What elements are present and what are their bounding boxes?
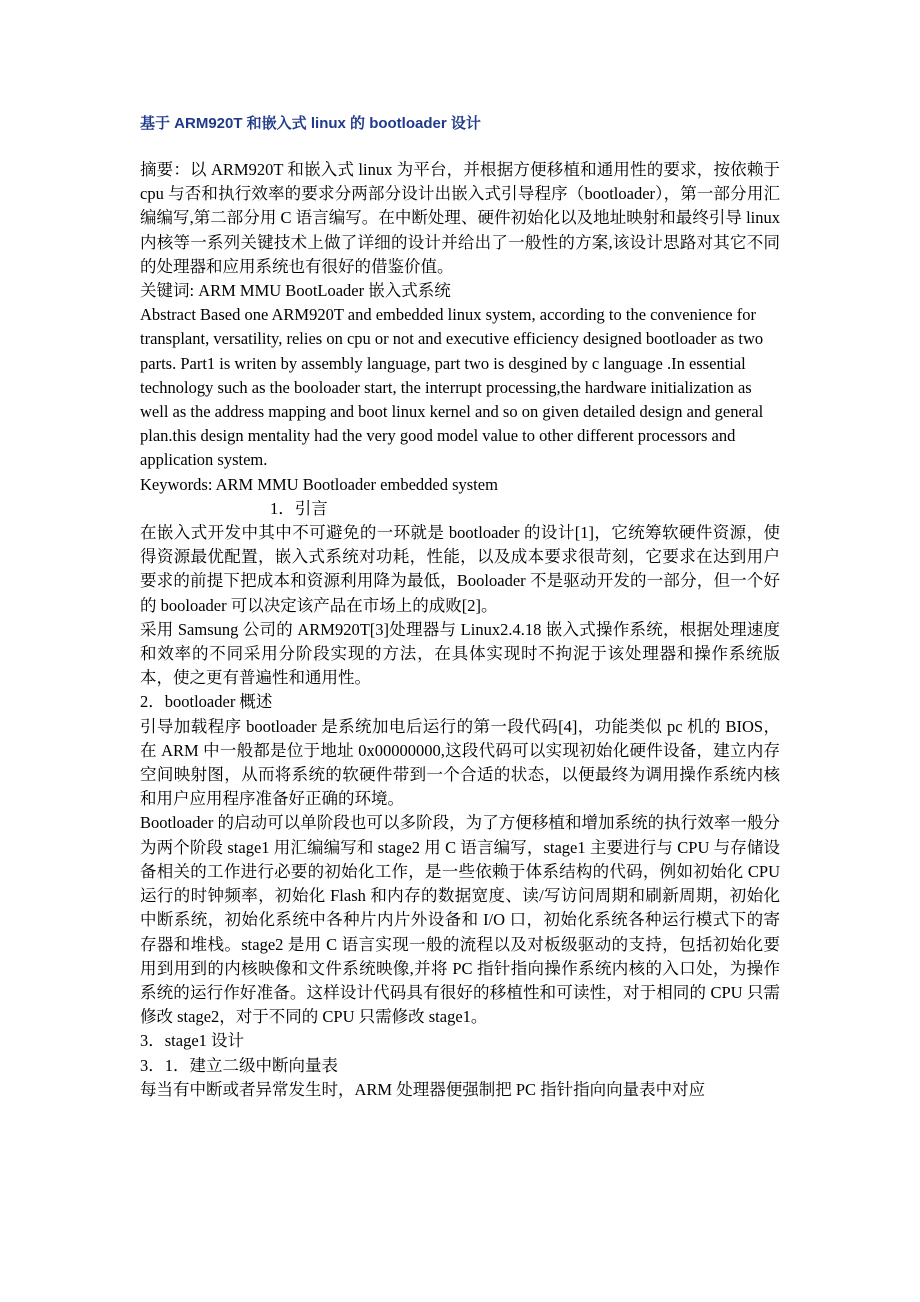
section-3-heading: 3．stage1 设计 bbox=[140, 1031, 245, 1051]
keywords-en: Keywords: ARM MMU Bootloader embedded system bbox=[140, 474, 498, 494]
document-title: 基于 ARM920T 和嵌入式 linux 的 bootloader 设计 bbox=[140, 115, 481, 132]
abstract-en: Abstract Based one ARM920T and embedded linux system, according to the convenience for transplant, versatility, relies on cpu or not and executive efficiency designed bootloader as two parts. Part1 is writen by assembly language, part two is desgined by c language .In essential technology such as the booloader start, the interrupt processing,the hardware initialization as well as the address mapping and boot linux kernel and so on given detailed design and general plan.this design mentality had the very good model value to other different processors and application system. bbox=[140, 305, 764, 470]
section-1-heading: 1．引言 bbox=[270, 498, 328, 518]
section-2-paragraph-1: 引导加载程序 bootloader 是系统加电后运行的第一段代码[4]，功能类似 pc 机的 BIOS，在 ARM 中一般都是位于地址 0x00000000,这段代码可以实现初始化硬件设备，建立内存空间映射图，从而将系统的软硬件带到一个合适的状态，以便最终为调用操作系统内核和用户应用程序准备好正确的环境。 bbox=[140, 716, 780, 809]
section-1-paragraph-2: 采用 Samsung 公司的 ARM920T[3]处理器与 Linux2.4.18 嵌入式操作系统，根据处理速度和效率的不同采用分阶段实现的方法，在具体实现时不拘泥于该处理器和操作系统版本，使之更有普遍性和通用性。 bbox=[140, 619, 780, 688]
section-1-paragraph-1: 在嵌入式开发中其中不可避免的一环就是 bootloader 的设计[1]，它统筹软硬件资源，使得资源最优配置，嵌入式系统对功耗，性能，以及成本要求很苛刻，它要求在达到用户要求的前提下把成本和资源利用降为最低，Booloader 不是驱动开发的一部分，但一个好的 booloader 可以决定该产品在市场上的成败[2]。 bbox=[140, 523, 780, 615]
section-2-paragraph-2: Bootloader 的启动可以单阶段也可以多阶段，为了方便移植和增加系统的执行效率一般分为两个阶段 stage1 用汇编编写和 stage2 用 C 语言编写，stage1 主要进行与 CPU 与存储设备相关的工作进行必要的初始化工作，是一些依赖于体系结构的代码，例如初始化 CPU 运行的时钟频率，初始化 Flash 和内存的数据宽度、读/写访问周期和刷新周期，初始化中断系统，初始化系统中各种片内片外设备和 I/O 口，初始化系统各种运行模式下的寄存器和堆栈。stage2 是用 C 语言实现一般的流程以及对板级驱动的支持，包括初始化要用到用到的内核映像和文件系统映像,并将 PC 指针指向操作系统内核的入口处，为操作系统的运行作好准备。这样设计代码具有很好的移植性和可读性，对于相同的 CPU 只需修改 stage2，对于不同的 CPU 只需修改 stage1。 bbox=[140, 813, 780, 1027]
section-3-1-heading: 3．1．建立二级中断向量表 bbox=[140, 1055, 338, 1075]
document-page bbox=[140, 112, 780, 1102]
section-2-heading: 2．bootloader 概述 bbox=[140, 692, 273, 712]
section-3-1-paragraph-1: 每当有中断或者异常发生时，ARM 处理器便强制把 PC 指针指向向量表中对应 bbox=[140, 1079, 706, 1099]
keywords-cn: 关键词: ARM MMU BootLoader 嵌入式系统 bbox=[140, 281, 451, 301]
abstract-cn: 摘要：以 ARM920T 和嵌入式 linux 为平台，并根据方便移植和通用性的要求，按依赖于 cpu 与否和执行效率的要求分两部分设计出嵌入式引导程序（bootloader），第一部分用汇编编写,第二部分用 C 语言编写。在中断处理、硬件初始化以及地址映射和最终引导 linux 内核等一系列关键技术上做了详细的设计并给出了一般性的方案,该设计思路对其它不同的处理器和应用系统也有很好的借鉴价值。 bbox=[140, 160, 780, 276]
